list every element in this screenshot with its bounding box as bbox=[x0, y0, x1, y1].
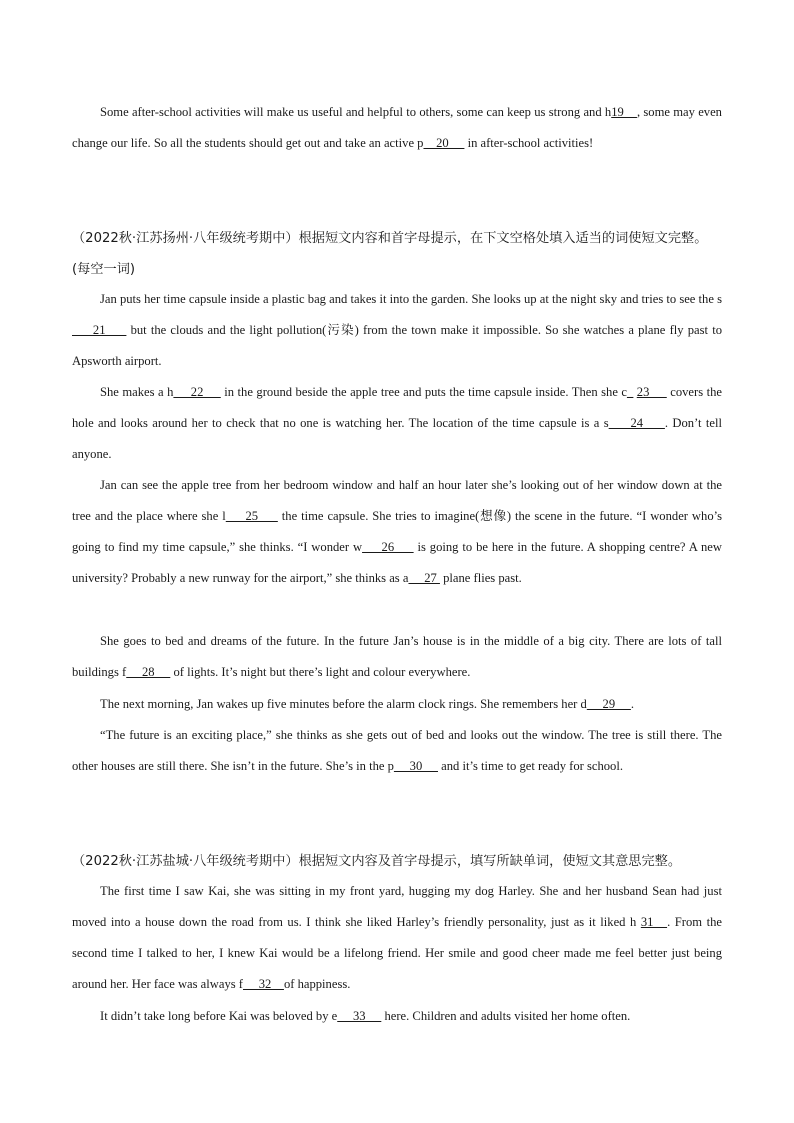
passage-text: . From the second time I talked to her, I knew Kai would be a lifelong friend. Her smile and good cheer made me feel better just being around her. Her face was always f bbox=[72, 915, 722, 991]
passage-text: She makes a h bbox=[100, 385, 174, 399]
passage-text: , some may even change our life. So all the students should get out and take an active p bbox=[72, 105, 722, 150]
answer-blank[interactable]: 26 bbox=[362, 540, 414, 554]
passage-text: Jan puts her time capsule inside a plastic bag and takes it into the garden. She looks up at the night sky and tries to see the s bbox=[100, 292, 722, 306]
passage-text: but the clouds and the light pollution(污染) from the town make it impossible. So she watches a plane fly past to Apsworth airport. bbox=[72, 323, 722, 368]
passage-paragraph bbox=[72, 689, 722, 720]
passage-text: The next morning, Jan wakes up five minutes before the alarm clock rings. She remembers her d bbox=[100, 697, 587, 711]
passage-paragraph bbox=[72, 626, 722, 688]
passage-text: of lights. It’s night but there’s light and colour everywhere. bbox=[170, 665, 471, 679]
passage-paragraph bbox=[72, 284, 722, 377]
passage-text: in the ground beside the apple tree and puts the time capsule inside. Then she c bbox=[220, 385, 627, 399]
passage-text: Jan can see the apple tree from her bedroom window and half an hour later she’s looking out of her window down at the tree and the place where she l bbox=[72, 478, 722, 523]
passage-text: here. Children and adults visited her home often. bbox=[381, 1009, 631, 1023]
passage-text: covers the hole and looks around her to check that no one is watching her. The location of the time capsule is a s bbox=[72, 385, 722, 430]
answer-blank[interactable]: 19 bbox=[611, 105, 637, 119]
passage-text: She goes to bed and dreams of the future. In the future Jan’s house is in the middle of a big city. There are lots of tall buildings f bbox=[72, 634, 722, 679]
passage-paragraph bbox=[72, 377, 722, 470]
passage-text: is going to be here in the future. A shopping centre? A new university? Probably a new runway for the airport,” she thinks as a bbox=[72, 540, 722, 585]
passage-text: Some after-school activities will make us useful and helpful to others, some can keep us strong and h bbox=[100, 105, 612, 119]
answer-blank[interactable]: _ bbox=[626, 385, 634, 399]
section-heading-yangzhou: （2022秋·江苏扬州·八年级统考期中）根据短文内容和首字母提示，在下文空格处填入适当的词使短文完整。(每空一词) bbox=[72, 231, 708, 277]
passage-paragraph bbox=[72, 97, 722, 159]
passage-text: . bbox=[630, 697, 635, 711]
answer-blank[interactable]: 25 bbox=[225, 509, 278, 523]
answer-blank[interactable]: 29 bbox=[586, 697, 631, 711]
passage-text: . Don’t tell anyone. bbox=[72, 416, 723, 461]
passage-paragraph bbox=[72, 876, 722, 1000]
passage-paragraph bbox=[72, 470, 722, 594]
answer-blank[interactable]: 27 bbox=[408, 571, 440, 585]
passage-text: plane flies past. bbox=[439, 571, 522, 585]
passage-text: “The future is an exciting place,” she thinks as she gets out of bed and looks out the window. The tree is still there. The other houses are still there. She isn’t in the future. She’s in the p bbox=[72, 728, 722, 773]
answer-blank[interactable]: 32 bbox=[243, 977, 284, 991]
answer-blank[interactable]: 31 bbox=[640, 915, 668, 929]
answer-blank[interactable]: 33 bbox=[337, 1009, 382, 1023]
answer-blank[interactable]: 24 bbox=[608, 416, 665, 430]
passage-text: in after-school activities! bbox=[464, 136, 594, 150]
answer-blank[interactable]: 22 bbox=[173, 385, 221, 399]
passage-text: and it’s time to get ready for school. bbox=[437, 759, 623, 773]
answer-blank[interactable]: 23 bbox=[636, 385, 667, 399]
section-heading-yancheng: （2022秋·江苏盐城·八年级统考期中）根据短文内容及首字母提示，填写所缺单词，使短文其意思完整。 bbox=[72, 854, 682, 869]
passage-paragraph bbox=[72, 720, 722, 782]
passage-text: The first time I saw Kai, she was sitting in my front yard, hugging my dog Harley. She and her husband Sean had just moved into a house down the road from us. I think she liked Harley’s friendly personality, just as it liked h bbox=[72, 884, 722, 929]
passage-text: It didn’t take long before Kai was beloved by e bbox=[100, 1009, 338, 1023]
passage-paragraph bbox=[72, 1001, 722, 1032]
passage-text: the time capsule. She tries to imagine(想像) the scene in the future. “I wonder who’s going to find my time capsule,” she thinks. “I wonder w bbox=[72, 509, 723, 554]
answer-blank[interactable]: 28 bbox=[126, 665, 171, 679]
passage-text: of happiness. bbox=[283, 977, 351, 991]
answer-blank[interactable]: 21 bbox=[72, 323, 127, 337]
answer-blank[interactable]: 20 bbox=[423, 136, 465, 150]
answer-blank[interactable]: 30 bbox=[393, 759, 438, 773]
